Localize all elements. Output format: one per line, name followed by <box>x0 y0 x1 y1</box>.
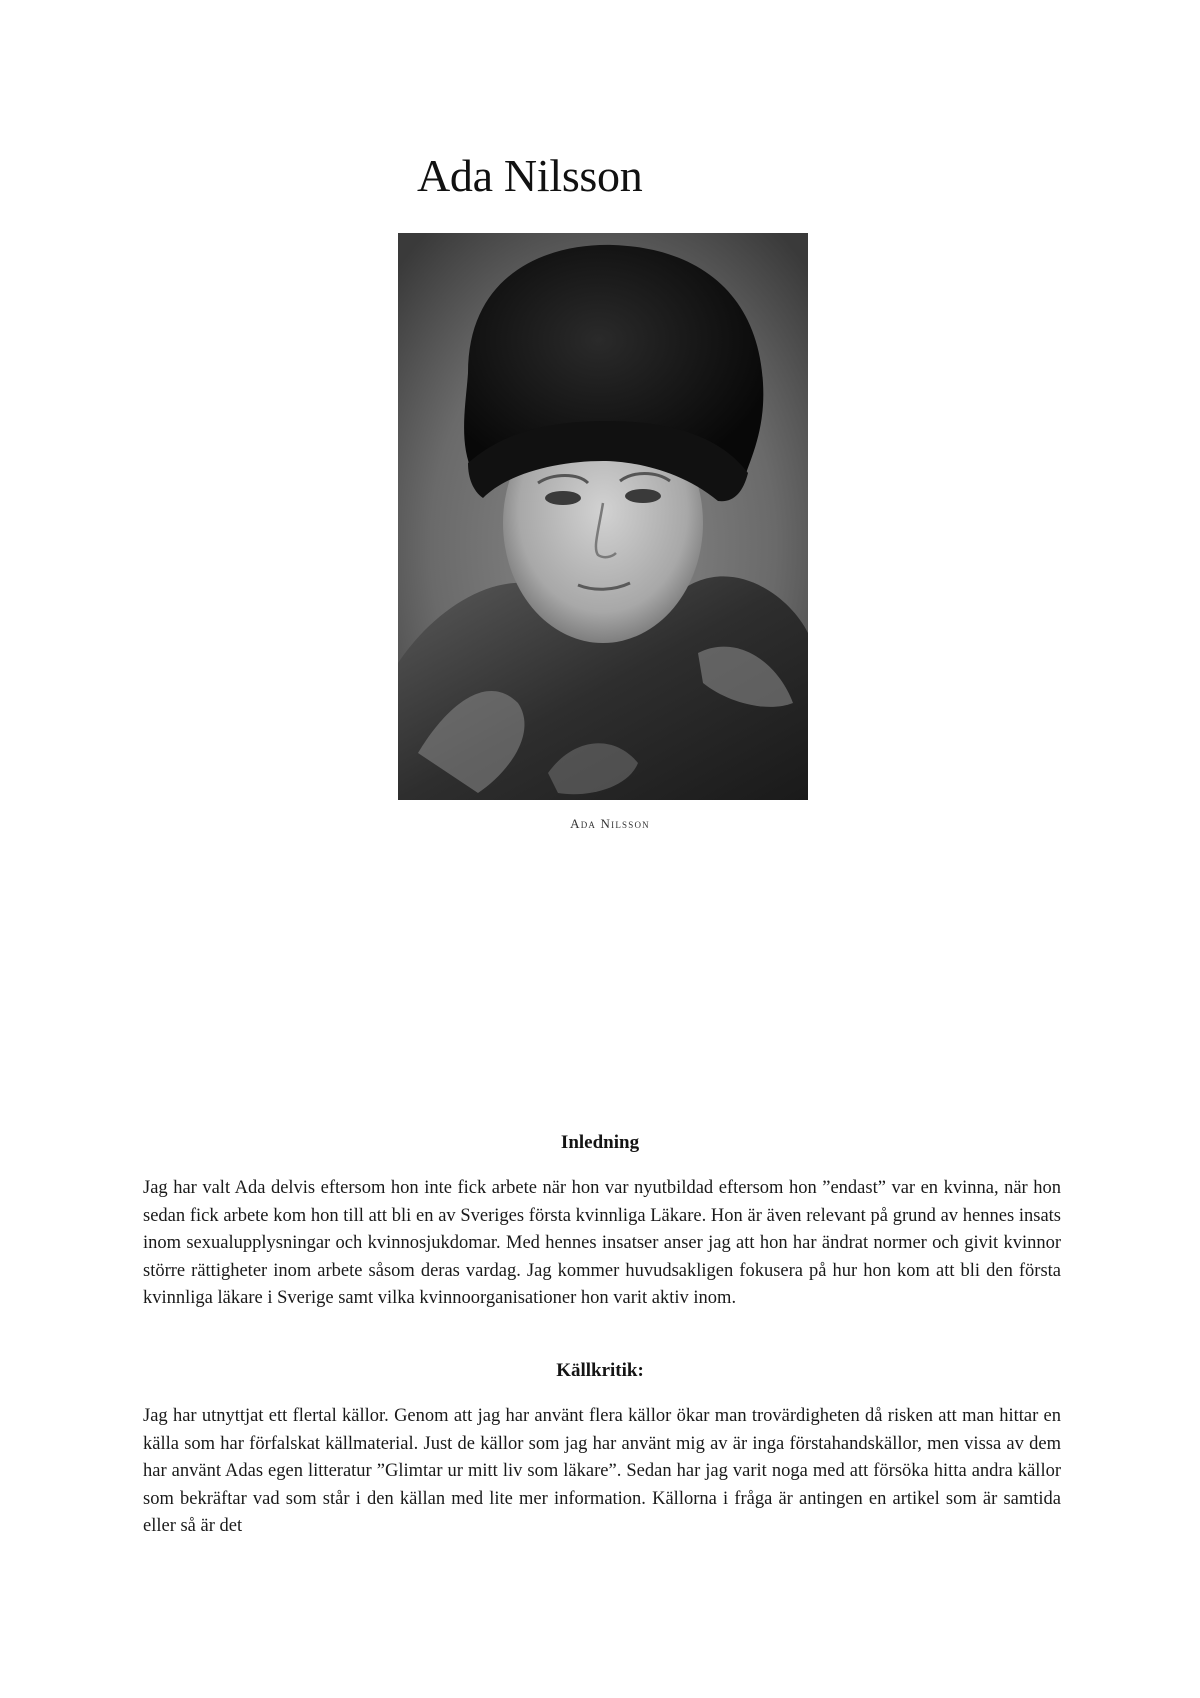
photo-caption: Ada Nilsson <box>570 816 650 831</box>
section-text-kallkritik: Jag har utnyttjat ett flertal källor. Genom att jag har använt flera källor ökar man trovärdigheten då risken att man hittar en källa som har förfalskat källmaterial. Just de källor som jag har använt mig av är inga förstahandskällor, men vissa av dem har använt Adas egen litteratur ”Glimtar ur mitt liv som läkare”. Sedan har jag varit noga med att försöka hitta andra källor som bekräftar vad som står i den källan med lite mer information. Källorna i fråga är antingen en artikel som är samtida eller så är det <box>143 1406 1061 1536</box>
portrait-image <box>398 233 808 800</box>
section-text-inledning: Jag har valt Ada delvis eftersom hon inte fick arbete när hon var nyutbildad eftersom hon ”endast” var en kvinna, när hon sedan fick arbete kom hon till att bli en av Sveriges första kvinnliga Läkare. Hon är även relevant på grund av hennes insats inom sexualupplysningar och kvinnosjukdomar. Med hennes insatser anser jag att hon har ändrat normer och givit kvinnor större rättigheter inom arbete såsom deras vardag. Jag kommer huvudsakligen fokusera på hur hon kom att bli den första kvinnliga läkare i Sverige samt vilka kvinnoorganisationer hon varit aktiv inom. <box>143 1178 1061 1308</box>
section-heading-inledning: Inledning <box>560 1132 640 1153</box>
document-title: Ada Nilsson <box>417 150 643 201</box>
portrait-photo <box>398 233 808 800</box>
section-heading-kallkritik: Källkritik: <box>556 1360 644 1381</box>
